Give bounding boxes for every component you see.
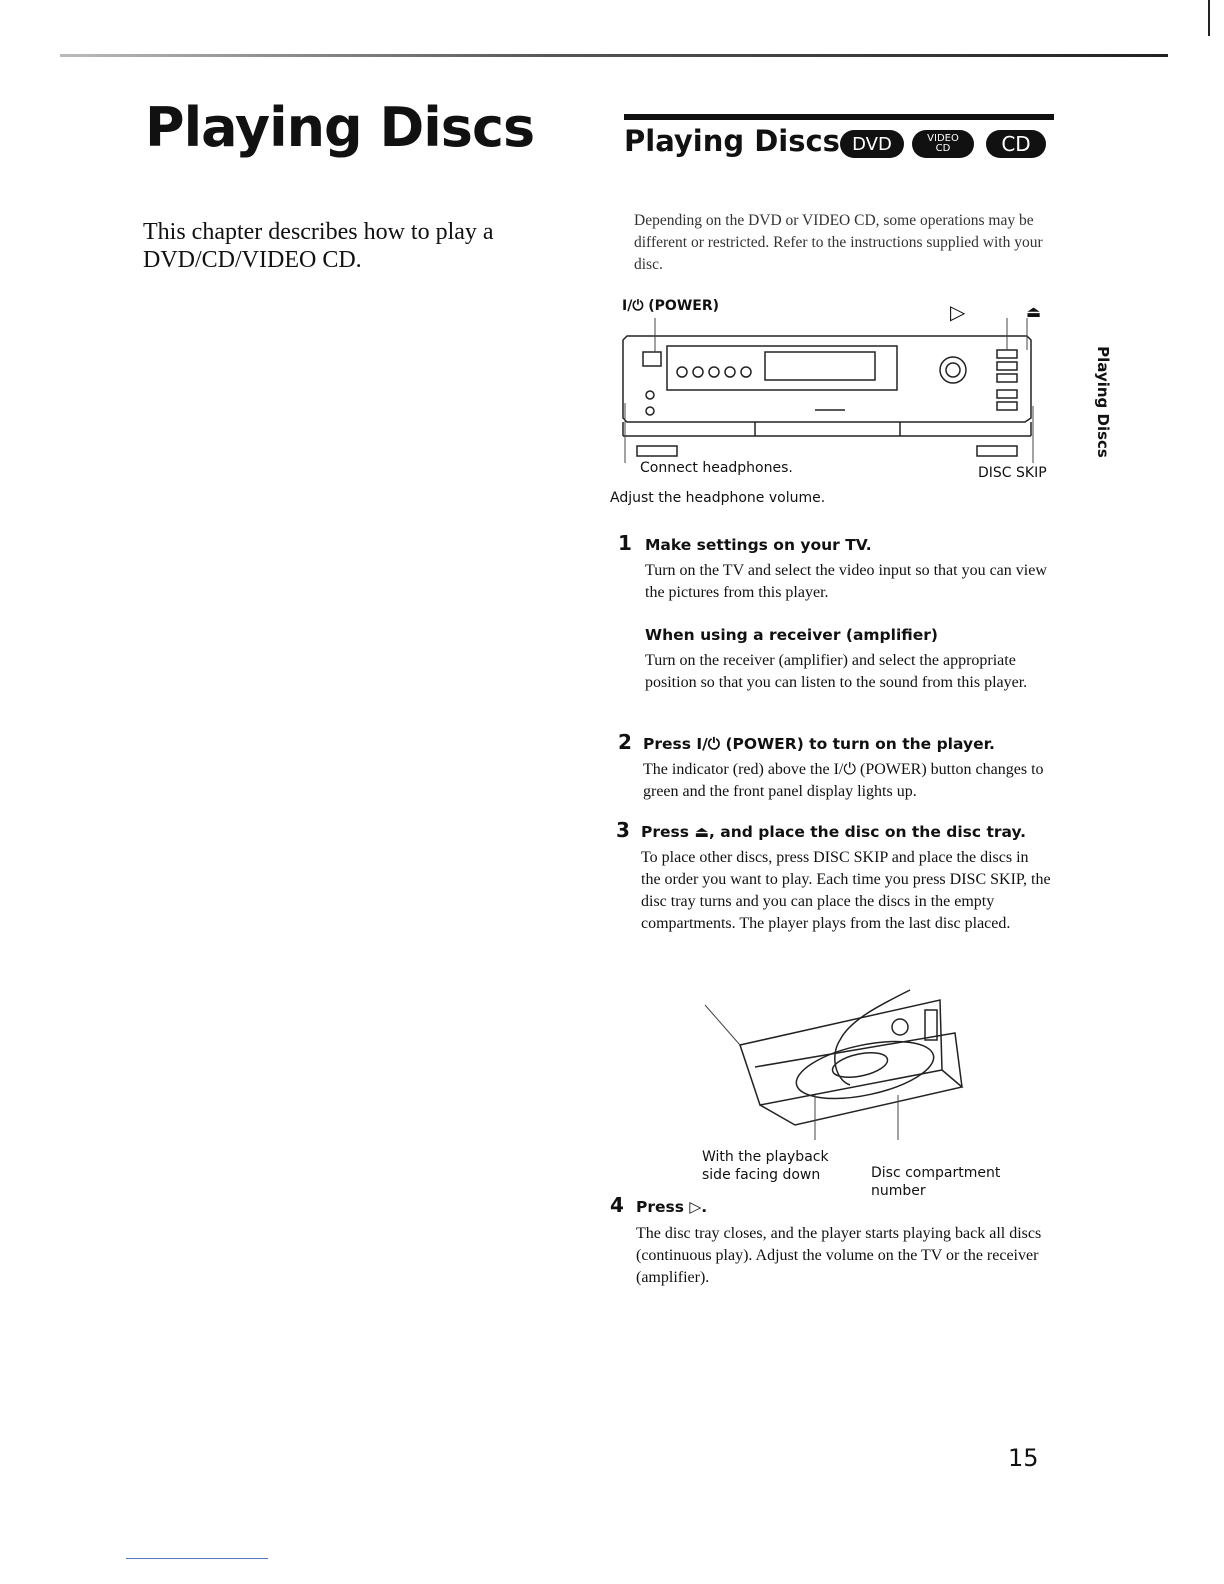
page-number: 15 bbox=[1008, 1444, 1039, 1472]
headphone-volume-label: Adjust the headphone volume. bbox=[610, 490, 826, 506]
top-rule bbox=[60, 54, 1168, 57]
side-tab-label: Playing Discs bbox=[1094, 346, 1113, 458]
video-cd-badge bbox=[912, 130, 974, 158]
scan-edge-mark bbox=[1208, 0, 1210, 36]
step-2-number: 2 bbox=[618, 730, 632, 754]
video-cd-badge-bottom: CD bbox=[935, 143, 951, 154]
section-rule bbox=[624, 114, 1054, 120]
step-1-subheading: When using a receiver (amplifier) bbox=[645, 626, 939, 644]
section-title: Playing Discs bbox=[624, 124, 840, 158]
disc-skip-label: DISC SKIP bbox=[978, 465, 1047, 481]
power-label: I/⏻ (POWER) bbox=[622, 298, 720, 314]
step-3-heading: Press ⏏, and place the disc on the disc tray. bbox=[641, 823, 1027, 841]
bottom-rule bbox=[126, 1558, 268, 1559]
step-3-body: To place other discs, press DISC SKIP and place the discs in the order you want to play. Each time you press DISC SKIP, the disc tray turns and you can place the discs in the empty compartments. The player plays from the last disc placed. bbox=[641, 849, 1051, 932]
step-4-number: 4 bbox=[610, 1193, 624, 1217]
side-tab bbox=[1083, 342, 1123, 462]
playback-side-label: With the playback side facing down bbox=[702, 1149, 829, 1183]
dvd-badge: DVD bbox=[840, 130, 904, 158]
video-cd-badge-top: VIDEO bbox=[927, 133, 959, 144]
connect-headphones-label: Connect headphones. bbox=[640, 460, 793, 476]
chapter-title: Playing Discs bbox=[145, 96, 535, 159]
cd-badge: CD bbox=[986, 130, 1046, 158]
step-4-body: The disc tray closes, and the player starts playing back all discs (continuous play). Adjust the volume on the TV or the receiver (amplifier). bbox=[636, 1225, 1042, 1286]
player-front-panel-illustration bbox=[615, 318, 1045, 463]
step-1-body: Turn on the TV and select the video input so that you can view the pictures from this player. bbox=[645, 562, 1047, 601]
step-1-number: 1 bbox=[618, 531, 632, 555]
disc-loading-illustration bbox=[700, 985, 970, 1140]
chapter-description: This chapter describes how to play a DVD/CD/VIDEO CD. bbox=[143, 219, 494, 273]
step-2-heading: Press I/⏻ (POWER) to turn on the player. bbox=[643, 735, 995, 753]
step-4-heading: Press ▷. bbox=[636, 1198, 708, 1216]
step-1-subbody: Turn on the receiver (amplifier) and select the appropriate position so that you can listen to the sound from this player. bbox=[645, 652, 1028, 691]
intro-text: Depending on the DVD or VIDEO CD, some operations may be different or restricted. Refer to the instructions supplied with your disc. bbox=[634, 212, 1043, 273]
eject-symbol-label: ⏏ bbox=[1026, 302, 1042, 321]
play-symbol-label: ▷ bbox=[950, 300, 966, 324]
step-2-body: The indicator (red) above the I/⏻ (POWER) button changes to green and the front panel display lights up. bbox=[643, 761, 1044, 800]
disc-compartment-label: Disc compartment number bbox=[871, 1165, 1001, 1199]
step-1-heading: Make settings on your TV. bbox=[645, 536, 872, 554]
step-3-number: 3 bbox=[616, 818, 630, 842]
